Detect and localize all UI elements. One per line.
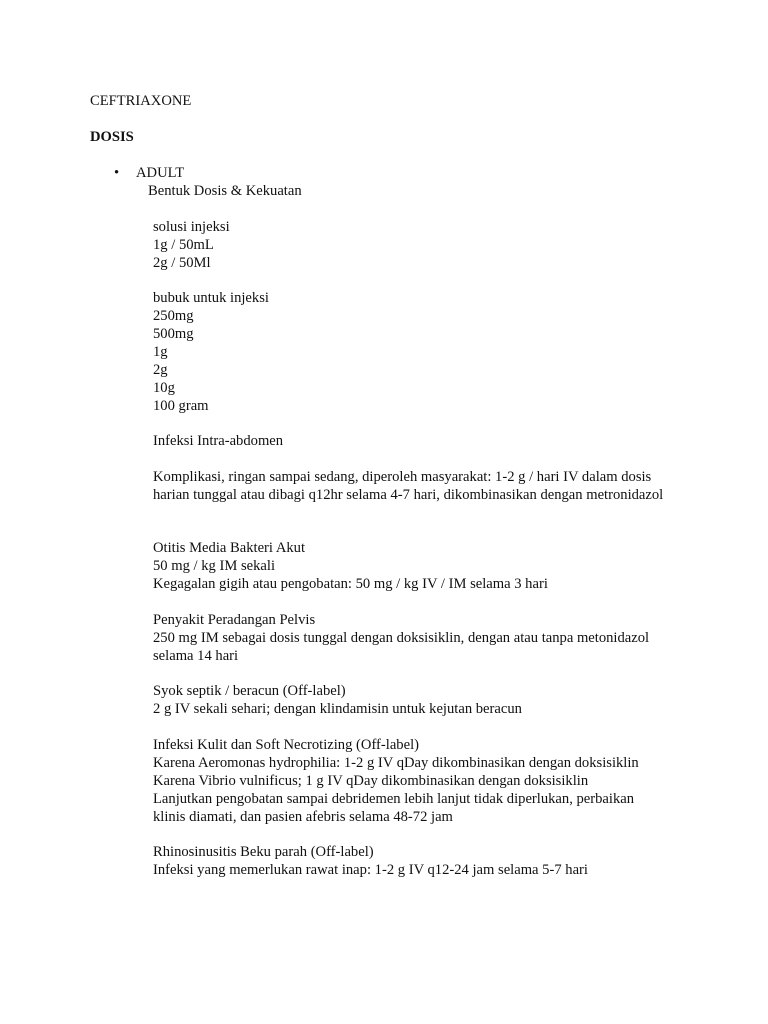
septic-block (153, 682, 713, 718)
intra-abdomen-block (153, 432, 713, 450)
powder-item: 100 gram (153, 398, 209, 414)
powder-item: 10g (153, 380, 175, 396)
rhinosinusitis-block (153, 843, 713, 879)
powder-label: bubuk untuk injeksi (153, 290, 269, 306)
dosage-forms-heading: Bentuk Dosis & Kekuatan (148, 183, 302, 199)
skin-infection-line: Karena Aeromonas hydrophilia: 1-2 g IV qDay dikombinasikan dengan doksisiklin (153, 755, 639, 771)
intra-abdomen-heading: Infeksi Intra-abdomen (153, 433, 284, 449)
rhinosinusitis-text: Infeksi yang memerlukan rawat inap: 1-2 g IV q12-24 jam selama 5-7 hari (153, 862, 588, 878)
powder-block (153, 289, 713, 415)
rhinosinusitis-heading: Rhinosinusitis Beku parah (Off-label) (153, 844, 374, 860)
powder-item: 2g (153, 362, 168, 378)
solution-label: solusi injeksi (153, 219, 230, 235)
skin-infection-line: Karena Vibrio vulnificus; 1 g IV qDay dikombinasikan dengan doksisiklin (153, 773, 589, 789)
septic-heading: Syok septik / beracun (Off-label) (153, 683, 346, 699)
pelvis-heading: Penyakit Peradangan Pelvis (153, 612, 316, 628)
skin-infection-block (153, 736, 713, 826)
powder-item: 500mg (153, 326, 194, 342)
document-title: CEFTRIAXONE (90, 93, 192, 109)
powder-item: 250mg (153, 308, 194, 324)
pelvis-block (153, 611, 713, 665)
powder-item: 1g (153, 344, 168, 360)
otitis-block (153, 539, 713, 593)
intra-abdomen-text-block (153, 468, 713, 504)
solution-block (153, 218, 713, 272)
section-heading-dosis: DOSIS (90, 129, 134, 145)
otitis-heading: Otitis Media Bakteri Akut (153, 540, 306, 556)
skin-infection-line: Lanjutkan pengobatan sampai debridemen lebih lanjut tidak diperlukan, perbaikan klinis diamati, dan pasien afebris selama 48-72 jam (153, 791, 635, 825)
solution-item: 2g / 50Ml (153, 255, 211, 271)
intra-abdomen-text: Komplikasi, ringan sampai sedang, diperoleh masyarakat: 1-2 g / hari IV dalam dosis harian tunggal atau dibagi q12hr selama 4-7 hari, dikombinasikan dengan metronidazol (153, 469, 664, 503)
septic-text: 2 g IV sekali sehari; dengan klindamisin untuk kejutan beracun (153, 701, 522, 717)
bullet-icon: • (114, 165, 120, 181)
pelvis-text: 250 mg IM sebagai dosis tunggal dengan doksisiklin, dengan atau tanpa metonidazol selama 14 hari (153, 630, 650, 664)
adult-label: ADULT (136, 165, 185, 181)
otitis-line: 50 mg / kg IM sekali (153, 558, 276, 574)
solution-item: 1g / 50mL (153, 237, 214, 253)
otitis-line: Kegagalan gigih atau pengobatan: 50 mg / kg IV / IM selama 3 hari (153, 576, 548, 592)
skin-infection-heading: Infeksi Kulit dan Soft Necrotizing (Off-label) (153, 737, 419, 753)
